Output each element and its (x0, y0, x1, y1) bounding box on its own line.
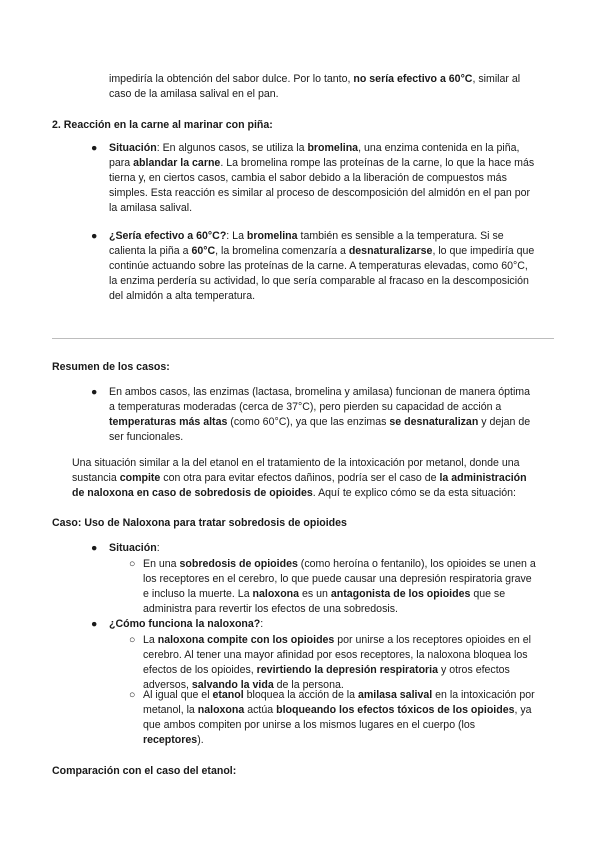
text-line: En ambos casos, las enzimas (lactasa, bromelina y amilasa) funcionan de manera óptima (109, 386, 531, 398)
text-line: La naloxona compite con los opioides por unirse a los receptores opioides en el (143, 634, 532, 646)
sub-bullet-text (143, 557, 583, 617)
text-line: sustancia compite con otra para evitar efectos dañinos, podría ser el caso de la administración (72, 472, 527, 484)
text-line: adversos, salvando la vida de la persona. (143, 679, 344, 691)
text-line: la enzima perdería su actividad, lo que sería comparable al fracaso en la descomposición (109, 275, 529, 287)
bullet-text: ¿Cómo funciona la naloxona?: (109, 618, 264, 630)
sub-bullet-text (143, 688, 583, 748)
text-line: Al igual que el etanol bloquea la acción de la amilasa salival en la intoxicación por (143, 689, 535, 701)
section-heading: 2. Reacción en la carne al marinar con piña: (52, 119, 273, 131)
bullet-icon: ● (91, 142, 98, 154)
text-line: impediría la obtención del sabor dulce. Por lo tanto, no sería efectivo a 60°C, similar al (109, 73, 521, 85)
text-line: ¿Sería efectivo a 60°C?: La bromelina también es sensible a la temperatura. Si se (109, 230, 504, 242)
text-line: administra para revertir los efectos de una sobredosis. (143, 603, 398, 615)
text-line: la amilasa salival. (109, 202, 193, 214)
text-line: de naloxona en caso de sobredosis de opioides. Aquí te explico cómo se da esta situación: (72, 487, 516, 499)
bullet-icon: ● (91, 386, 98, 398)
paragraph (72, 456, 582, 501)
bullet-text: Situación: (109, 542, 160, 554)
sub-bullet-icon: ○ (129, 558, 136, 570)
bullet-text (109, 229, 579, 304)
bullet-icon: ● (91, 618, 98, 630)
text-line: que ambos compiten por unirse a los mismos lugares en el cuerpo (los (143, 719, 476, 731)
text-line: Situación: En algunos casos, se utiliza la bromelina, una enzima contenida en la piña, (109, 142, 520, 154)
text-line: Una situación similar a la del etanol en el tratamiento de la intoxicación por metanol, donde una (72, 457, 520, 469)
sub-bullet-icon: ○ (129, 689, 136, 701)
sub-bullet-icon: ○ (129, 634, 136, 646)
text-line: para ablandar la carne. La bromelina rompe las proteínas de la carne, lo que la hace más (109, 157, 535, 169)
text-line: a temperaturas moderadas (cerca de 37°C), pero pierden su capacidad de acción a (109, 401, 502, 413)
section-heading: Caso: Uso de Naloxona para tratar sobredosis de opioides (52, 517, 347, 529)
text-line: e incluso la muerte. La naloxona es un antagonista de los opioides que se (143, 588, 506, 600)
text-line: continúe actuando sobre las proteínas de la carne. A temperaturas elevadas, como 60°C, (109, 260, 528, 272)
intro-continuation (109, 72, 569, 102)
bullet-icon: ● (91, 542, 98, 554)
bullet-icon: ● (91, 230, 98, 242)
text-line: simples. Esta reacción es similar al proceso de descomposición del almidón en el pan por (109, 187, 531, 199)
section-heading: Resumen de los casos: (52, 361, 170, 373)
sub-bullet-text (143, 633, 583, 693)
text-line: receptores). (143, 734, 204, 746)
text-line: caso de la amilasa salival en el pan. (109, 88, 279, 100)
bullet-text (109, 141, 579, 216)
text-line: tierna y, en ciertos casos, cambia el sabor debido a la liberación de compuestos más (109, 172, 507, 184)
section-heading: Comparación con el caso del etanol: (52, 765, 237, 777)
text-line: cerebro. Al tener una mayor afinidad por esos receptores, la naloxona bloquea los (143, 649, 528, 661)
text-line: metanol, la naloxona actúa bloqueando los efectos tóxicos de los opioides, ya (143, 704, 532, 716)
text-line: calienta la piña a 60°C, la bromelina comenzaría a desnaturalizarse, lo que impediría que (109, 245, 535, 257)
horizontal-divider (52, 338, 554, 339)
text-line: ser funcionales. (109, 431, 184, 443)
text-line: del almidón a alta temperatura. (109, 290, 256, 302)
text-line: temperaturas más altas (como 60°C), ya que las enzimas se desnaturalizan y dejan de (109, 416, 531, 428)
text-line: En una sobredosis de opioides (como heroína o fentanilo), los opioides se unen a (143, 558, 536, 570)
bullet-text (109, 385, 579, 445)
text-line: los receptores en el cerebro, lo que puede causar una depresión respiratoria grave (143, 573, 532, 585)
text-line: efectos de los opioides, revirtiendo la depresión respiratoria y otros efectos (143, 664, 510, 676)
